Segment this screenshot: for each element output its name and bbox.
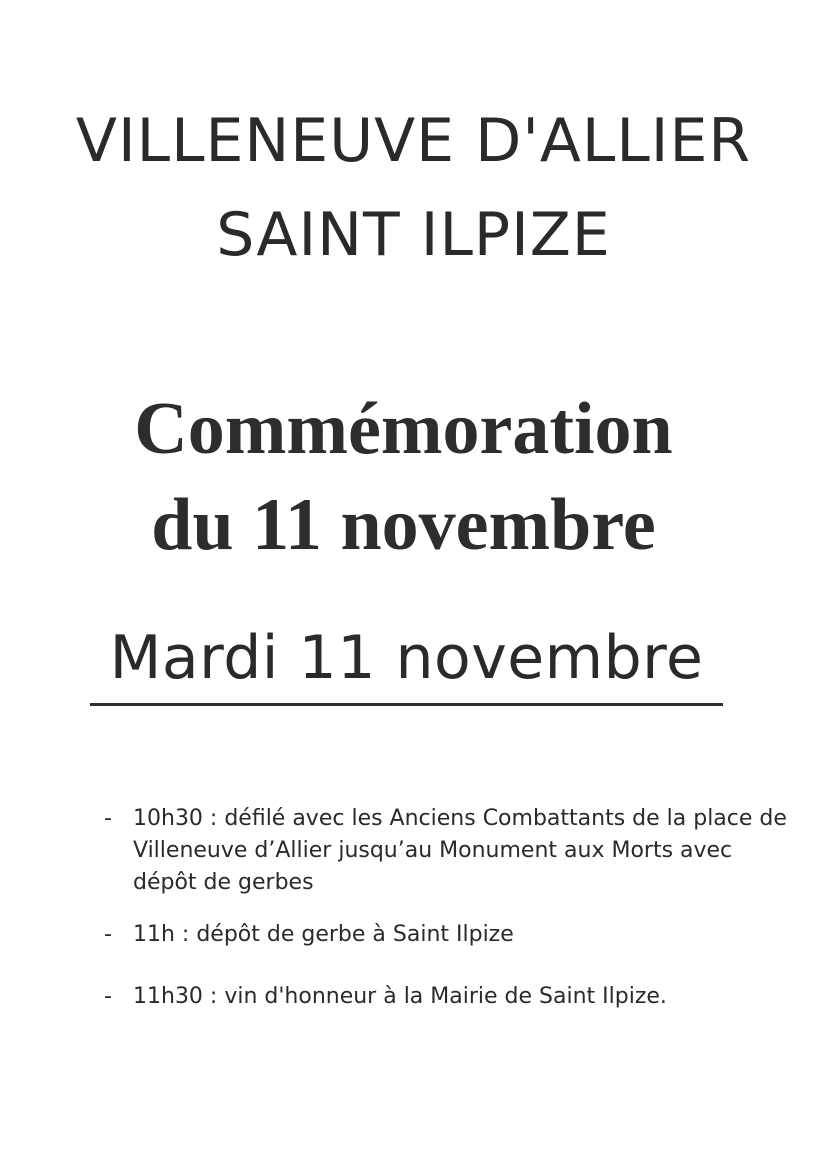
program-item xyxy=(104,919,794,951)
program-item-text: 10h30 : défilé avec les Anciens Combattants de la place de Villeneuve d’Allier jusqu’au Monument aux Morts avec dépôt de gerbes xyxy=(133,806,787,895)
event-title-line-1: Commémoration xyxy=(134,388,673,470)
list-bullet: - xyxy=(104,984,112,1009)
list-bullet: - xyxy=(104,806,112,831)
event-date xyxy=(90,623,723,693)
place-name-line-2: SAINT ILPIZE xyxy=(216,200,611,270)
event-date-text: Mardi 11 novembre xyxy=(109,623,704,693)
list-bullet: - xyxy=(104,922,112,947)
event-title-line-2: du 11 novembre xyxy=(151,484,656,566)
program-item-text: 11h : dépôt de gerbe à Saint Ilpize xyxy=(133,922,514,947)
date-underline xyxy=(90,703,723,706)
program-item-text: 11h30 : vin d'honneur à la Mairie de Saint Ilpize. xyxy=(133,984,667,1009)
place-name-line-1: VILLENEUVE D'ALLIER xyxy=(75,106,752,176)
program-item xyxy=(104,803,794,899)
program-item xyxy=(104,981,794,1013)
program-list xyxy=(104,803,794,1013)
